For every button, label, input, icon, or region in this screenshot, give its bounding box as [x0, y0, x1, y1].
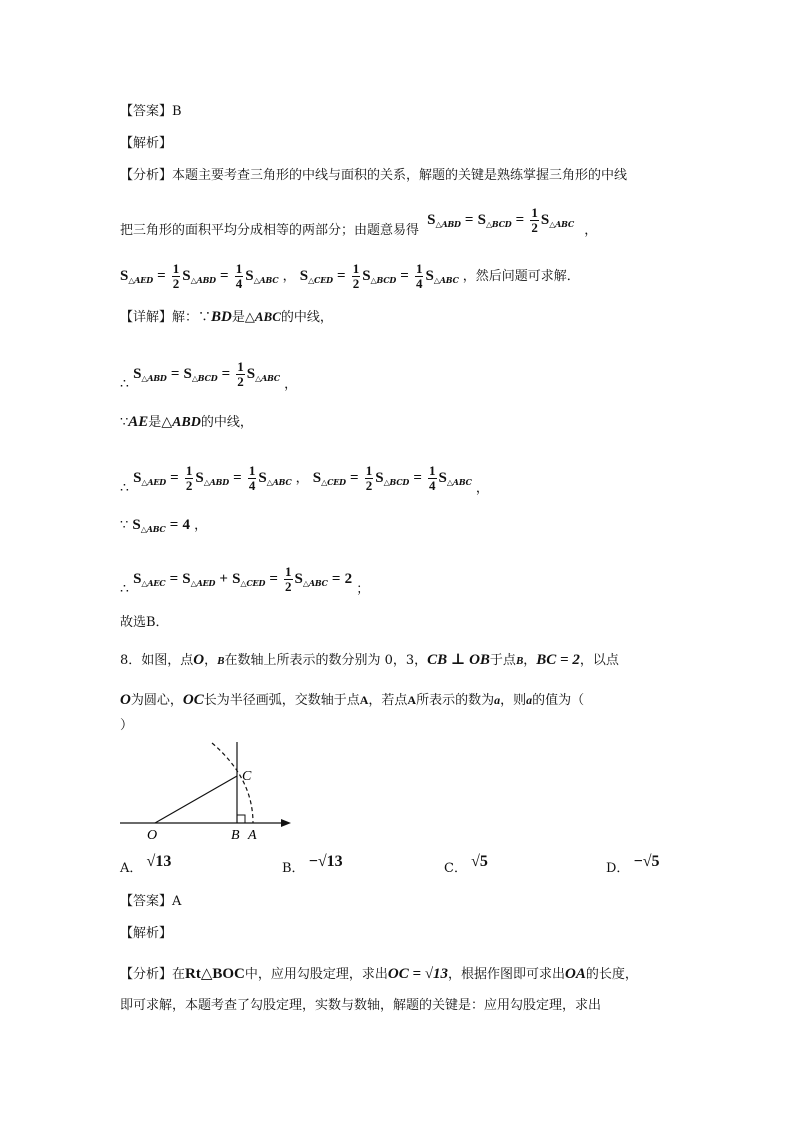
number-line-figure	[115, 738, 300, 843]
point-o: O	[120, 692, 131, 708]
value-a: a	[494, 693, 501, 707]
segment-oa: OA	[565, 966, 586, 982]
because-symbol: ∵	[120, 415, 129, 430]
formula-eq: =	[515, 212, 525, 228]
formula-sub: △BCD	[191, 373, 218, 383]
formula-symbol: S	[245, 268, 254, 284]
numerator: 1	[285, 564, 292, 579]
option-b[interactable]	[282, 853, 343, 877]
detail-line-3	[120, 412, 253, 433]
option-d[interactable]	[606, 853, 660, 877]
formula-symbol: S	[120, 268, 129, 284]
formula-eq: =	[400, 268, 409, 284]
fenxi-text: 即可求解，本题考查了勾股定理，实数与数轴，解题的关键是：应用勾股定理，求出	[120, 998, 602, 1013]
formula-sub: △CED	[240, 578, 266, 588]
formula-eq: =	[170, 470, 179, 486]
denominator: 2	[237, 374, 244, 389]
answer-line	[120, 102, 182, 122]
formula-symbol: S	[299, 268, 309, 284]
therefore-line-3	[120, 564, 370, 597]
formula-eq: =	[269, 571, 278, 587]
formula-symbol: S	[182, 571, 191, 587]
label-b: B	[231, 828, 240, 843]
fraction	[415, 262, 424, 291]
formula-sub: △AEC	[141, 578, 166, 588]
comma: ，	[194, 518, 208, 533]
numerator: 1	[531, 205, 538, 220]
perp-condition: CB ⊥ OB	[427, 652, 490, 668]
fenxi-line-3	[120, 262, 580, 291]
therefore-symbol: ∴	[120, 480, 129, 496]
formula-4	[133, 359, 284, 389]
option-value: −√13	[308, 853, 343, 870]
numerator: 1	[248, 463, 256, 478]
formula-sub: △ABD	[435, 219, 461, 229]
denominator: 2	[352, 276, 360, 291]
fraction	[172, 262, 181, 291]
semicolon: ；	[356, 582, 370, 597]
because-line-2	[120, 515, 207, 539]
formula-eq: =	[157, 268, 166, 284]
q8-text: 长为半径画弧，交数轴于点	[203, 693, 360, 708]
denominator: 4	[415, 276, 423, 291]
formula-symbol: S	[133, 366, 142, 382]
formula-eq: =	[169, 517, 179, 533]
q8-text: ，若点	[368, 693, 408, 708]
axis-arrow	[281, 819, 291, 827]
formula-eq: =	[169, 571, 179, 587]
option-label: C．	[444, 861, 467, 876]
formula-symbol: S	[183, 366, 192, 382]
formula-5	[133, 463, 296, 493]
formula-sub: △BCD	[370, 275, 397, 285]
denominator: 2	[285, 579, 292, 594]
point-a: A	[407, 693, 417, 707]
therefore-symbol: ∴	[120, 581, 129, 597]
option-label: A．	[120, 861, 143, 876]
numerator: 1	[352, 261, 360, 276]
answer-text: 【答案】A	[120, 894, 182, 909]
q8-text: 的值为（	[532, 693, 585, 708]
formula-symbol: S	[425, 268, 434, 284]
formula-symbol: S	[133, 470, 142, 486]
question-8-line-1	[120, 650, 619, 671]
fenxi-2-line-2	[120, 996, 601, 1016]
comma: ，	[584, 223, 598, 238]
fenxi-text: 中，应用勾股定理，求出	[244, 967, 388, 982]
option-value: √13	[146, 853, 172, 870]
fraction	[530, 206, 539, 235]
detail-suffix: 的中线，	[200, 415, 253, 430]
formula-eq: =	[464, 212, 474, 228]
q8-text: ，	[523, 653, 537, 668]
option-value: √5	[471, 853, 488, 870]
formula-eq: =	[170, 366, 180, 382]
formula-symbol: S	[477, 212, 486, 228]
therefore-line-2	[120, 463, 489, 496]
formula-sub: △AED	[141, 477, 167, 487]
formula-symbol: S	[232, 571, 241, 587]
formula-symbol: S	[195, 470, 204, 486]
comma: ，	[475, 481, 489, 496]
formula-sub: △ABC	[549, 219, 575, 229]
formula-eq: =	[221, 366, 231, 382]
formula-symbol: S	[312, 470, 322, 486]
numerator: 1	[172, 261, 180, 276]
formula-eq: =	[331, 571, 341, 587]
fenxi-2-line-1	[120, 964, 638, 985]
formula-plus: +	[219, 571, 228, 587]
formula-symbol: S	[182, 268, 191, 284]
formula-sub: △ABC	[266, 477, 292, 487]
detail-mid: 是	[148, 415, 162, 430]
q8-text: ，则	[500, 693, 527, 708]
fenxi-text: 【分析】在	[120, 967, 186, 982]
fraction	[185, 464, 194, 493]
fenxi-line-2	[120, 205, 598, 245]
q8-text: 8．如图，点	[120, 653, 194, 668]
formula-value: 2	[344, 571, 353, 587]
q8-text: 为圆心，	[130, 693, 183, 708]
option-value: −√5	[633, 853, 660, 870]
formula-symbol: S	[258, 470, 267, 486]
q8-text: 在数轴上所表示的数分别为 0，3，	[224, 653, 428, 668]
formula-symbol: S	[246, 366, 256, 382]
point-o: O	[193, 652, 205, 668]
fraction	[284, 565, 293, 594]
because-symbol: ∵	[120, 518, 129, 533]
formula-sub: △ABD	[203, 477, 229, 487]
detail-line-1	[120, 307, 333, 328]
numerator: 1	[235, 261, 243, 276]
formula-3	[299, 261, 463, 291]
fraction	[236, 360, 245, 389]
fenxi-text: ，根据作图即可求出	[448, 967, 566, 982]
therefore-symbol: ∴	[120, 376, 129, 392]
point-b: B	[217, 655, 225, 667]
fraction	[248, 464, 257, 493]
conclusion-line	[120, 613, 169, 633]
comma: ，	[284, 377, 298, 392]
fraction	[235, 262, 244, 291]
formula-sub: △CED	[308, 275, 333, 285]
formula-symbol: S	[540, 212, 550, 228]
formula-sub: △ABC	[255, 373, 280, 383]
formula-sub: △ABC	[446, 477, 472, 487]
formula-symbol: S	[375, 470, 384, 486]
formula-sub: △AED	[190, 578, 216, 588]
therefore-line-1	[120, 359, 298, 392]
detail-prefix: 【详解】解：∵	[120, 310, 212, 325]
numerator: 1	[415, 261, 423, 276]
option-label: D．	[606, 861, 630, 876]
formula-eq: =	[336, 268, 346, 284]
numerator: 1	[185, 463, 193, 478]
fraction	[428, 464, 437, 493]
analysis-heading-2	[120, 924, 172, 944]
right-angle-mark	[237, 815, 245, 823]
q8-text: 所表示的数为	[416, 693, 495, 708]
comma: ，	[295, 471, 309, 486]
formula-sub: △CED	[321, 477, 346, 487]
fenxi-line-1	[120, 166, 627, 186]
fraction	[365, 464, 374, 493]
formula-sub: △ABC	[253, 275, 279, 285]
q8-text: ，	[204, 653, 218, 668]
fenxi-text: 的长度，	[585, 967, 638, 982]
formula-symbol: S	[362, 268, 371, 284]
q8-text: ）	[120, 718, 134, 733]
analysis-heading-text: 【解析】	[120, 136, 173, 151]
denominator: 4	[248, 478, 256, 493]
formula-eq: =	[233, 470, 242, 486]
option-c[interactable]	[444, 853, 488, 877]
q8-text: ，以点	[579, 653, 619, 668]
answer-text: 【答案】B	[120, 104, 182, 119]
denominator: 2	[185, 478, 193, 493]
label-c: C	[242, 769, 252, 784]
formula-2	[120, 261, 283, 291]
denominator: 4	[429, 478, 436, 493]
formula-symbol: S	[427, 212, 436, 228]
formula-sub: △ABC	[433, 275, 459, 285]
segment-oc: OC	[182, 692, 204, 708]
formula-eq: =	[220, 268, 229, 284]
formula-symbol: S	[438, 470, 447, 486]
triangle-abd: △ABD	[161, 415, 201, 430]
comma: ，	[282, 269, 296, 284]
point-a: A	[359, 693, 369, 707]
right-triangle-boc: Rt△BOC	[185, 966, 245, 982]
detail-mid: 是	[231, 310, 245, 325]
question-8-line-3	[120, 716, 133, 736]
formula-sub: △BCD	[485, 219, 512, 229]
analysis-heading	[120, 134, 172, 154]
formula-sub: △BCD	[383, 477, 410, 487]
fenxi-text-3: ，然后问题可求解．	[462, 269, 580, 284]
formula-symbol: S	[133, 571, 142, 587]
q8-text: 于点	[489, 653, 516, 668]
denominator: 4	[235, 276, 243, 291]
segment-ae: AE	[128, 414, 149, 430]
formula-symbol: S	[132, 517, 141, 533]
oc-value: OC = √13	[387, 966, 449, 982]
question-8-line-2	[120, 690, 584, 711]
denominator: 2	[365, 478, 373, 493]
formula-1	[427, 205, 578, 235]
formula-sub: △ABC	[302, 578, 328, 588]
fraction	[352, 262, 361, 291]
fenxi-text-1: 【分析】本题主要考查三角形的中线与面积的关系，解题的关键是熟练掌握三角形的中线	[120, 168, 628, 183]
formula-eq: =	[350, 470, 359, 486]
conclusion-text: 故选B．	[120, 615, 169, 630]
option-a[interactable]	[120, 853, 172, 877]
numerator: 1	[237, 359, 244, 374]
formula-sub: △AED	[128, 275, 153, 285]
numerator: 1	[365, 463, 373, 478]
denominator: 2	[172, 276, 180, 291]
denominator: 2	[531, 220, 538, 235]
formula-sub: △ABD	[190, 275, 216, 285]
triangle-abc: △ABC	[244, 309, 281, 324]
answer-line-2	[120, 892, 181, 912]
option-label: B．	[282, 861, 305, 876]
point-b: B	[515, 655, 524, 667]
label-o: O	[147, 828, 158, 843]
segment-bd: BD	[211, 309, 232, 325]
detail-suffix: 的中线，	[280, 310, 333, 325]
bc-length: BC = 2	[536, 652, 580, 668]
formula-6	[312, 463, 476, 493]
label-a: A	[248, 828, 257, 843]
formula-eq: =	[413, 470, 422, 486]
formula-symbol: S	[294, 571, 303, 587]
analysis-heading-text: 【解析】	[120, 926, 173, 941]
segment-oc-line	[155, 776, 237, 823]
formula-sub: △ABC	[140, 524, 166, 534]
formula-value: 4	[182, 517, 190, 533]
value-a: a	[526, 693, 533, 707]
formula-7	[133, 564, 356, 594]
fenxi-text-2: 把三角形的面积平均分成相等的两部分；由题意易得	[120, 223, 420, 238]
formula-sub: △ABD	[141, 373, 167, 383]
numerator: 1	[429, 463, 436, 478]
